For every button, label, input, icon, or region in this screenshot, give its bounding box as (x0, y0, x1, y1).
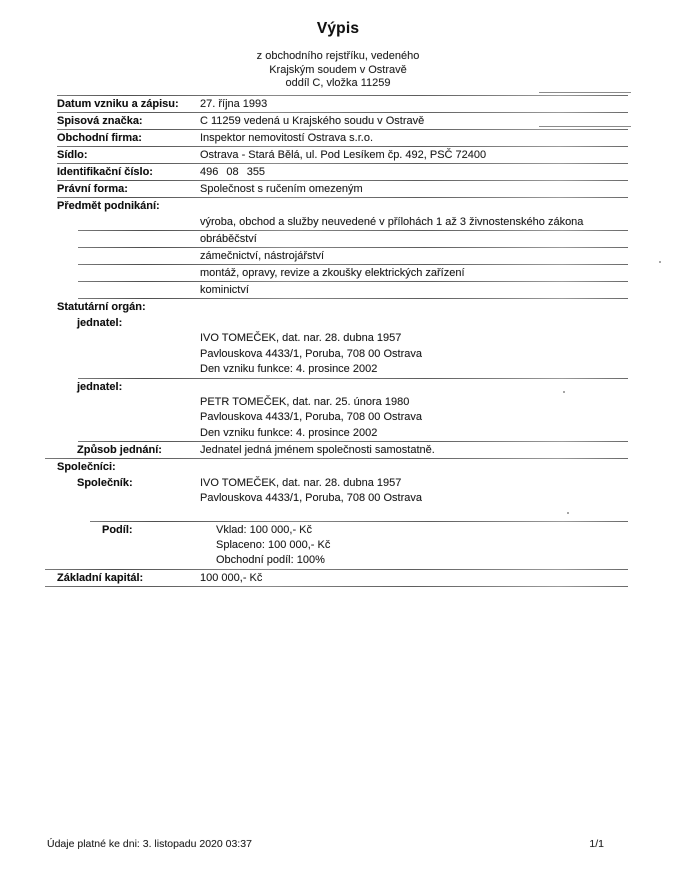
share-business-share: Obchodní podíl: 100% (216, 554, 325, 566)
field-row-registered-office (45, 147, 628, 163)
subtitle-line-2: Krajským soudem v Ostravě (269, 63, 407, 76)
scan-speck (659, 261, 661, 263)
field-label: Sídlo: (57, 149, 88, 161)
shareholder-address: Pavlouskova 4433/1, Poruba, 708 00 Ostrava (200, 492, 422, 504)
field-value: 496 08 355 (200, 166, 266, 178)
divider (57, 197, 628, 198)
divider (57, 95, 628, 96)
field-row-manner-of-acting (45, 442, 628, 458)
executive-details (45, 395, 628, 442)
divider (57, 112, 628, 113)
activity-item: zámečnictví, nástrojářství (200, 250, 325, 262)
role-label: jednatel: (77, 317, 123, 329)
executive-start-date: Den vzniku funkce: 4. prosince 2002 (200, 363, 378, 375)
divider (78, 298, 628, 299)
divider (57, 180, 628, 181)
executive-role (45, 315, 628, 331)
document-title: Výpis (316, 20, 360, 37)
shareholder-label: Společník: (77, 477, 133, 489)
executive-role (45, 379, 628, 395)
divider (78, 378, 628, 379)
field-label: Právní forma: (57, 183, 128, 195)
executive-start-date: Den vzniku funkce: 4. prosince 2002 (200, 426, 378, 439)
field-label: Základní kapitál: (57, 571, 144, 584)
activity-item: kominictví (200, 284, 249, 296)
field-label: Datum vzniku a zápisu: (57, 98, 179, 110)
field-value: Ostrava - Stará Bělá, ul. Pod Lesíkem čp. 492, PSČ 72400 (200, 149, 487, 161)
share-paid-up: Splaceno: 100 000,- Kč (216, 538, 331, 551)
subtitle-line-3: oddíl C, vložka 11259 (285, 77, 391, 89)
divider (78, 281, 628, 282)
spacer (45, 507, 628, 521)
divider (57, 146, 628, 147)
field-row-company-name (45, 130, 628, 146)
field-value: 100 000,- Kč (200, 571, 263, 584)
executive-address: Pavlouskova 4433/1, Poruba, 708 00 Ostrava (200, 347, 422, 360)
section-label: Předmět podnikání: (57, 200, 160, 212)
share-details (45, 538, 628, 569)
field-value: 27. října 1993 (200, 98, 268, 110)
share-row (45, 522, 628, 538)
scan-speck (567, 512, 569, 514)
divider (45, 458, 628, 459)
executive-details (45, 331, 628, 378)
page-footer (47, 838, 604, 850)
section-business-activities (45, 198, 628, 214)
shareholder-name: IVO TOMEČEK, dat. nar. 28. dubna 1957 (200, 477, 402, 489)
divider (57, 129, 628, 130)
divider (78, 247, 628, 248)
activity-item: montáž, opravy, revize a zkoušky elektrických zařízení (200, 267, 465, 279)
section-label: Statutární orgán: (57, 301, 146, 313)
shareholder-row (45, 475, 628, 491)
field-value: Jednatel jedná jménem společnosti samostatně. (200, 444, 435, 456)
valid-as-of-text: Údaje platné ke dni: 3. listopadu 2020 03:37 (47, 838, 252, 850)
section-shareholders (45, 459, 628, 475)
field-label: Spisová značka: (57, 115, 143, 127)
field-label: Obchodní firma: (57, 132, 142, 144)
share-label: Podíl: (102, 523, 133, 536)
executive-name: IVO TOMEČEK, dat. nar. 28. dubna 1957 (200, 332, 402, 344)
scan-speck (563, 391, 565, 393)
activity-item: obráběčství (200, 233, 257, 245)
field-row-identification-number (45, 164, 628, 180)
activity-item: výroba, obchod a služby neuvedené v přílohách 1 až 3 živnostenského zákona (200, 216, 584, 228)
page-number: 1/1 (589, 838, 604, 850)
field-value: C 11259 vedená u Krajského soudu v Ostravě (200, 115, 425, 127)
subtitle-line-1: z obchodního rejstříku, vedeného (256, 50, 420, 62)
field-value: Inspektor nemovitostí Ostrava s.r.o. (200, 132, 374, 144)
executive-address: Pavlouskova 4433/1, Poruba, 708 00 Ostrava (200, 411, 422, 423)
field-row-registered-capital (45, 570, 628, 586)
share-contribution: Vklad: 100 000,- Kč (216, 523, 313, 536)
shareholder-details (45, 491, 628, 507)
document-header (0, 0, 676, 91)
field-label: Identifikační číslo: (57, 166, 153, 178)
field-label: Způsob jednání: (77, 444, 162, 456)
divider (45, 569, 628, 570)
executive-name: PETR TOMEČEK, dat. nar. 25. února 1980 (200, 395, 410, 408)
field-row-date-of-incorporation (45, 96, 628, 112)
divider (90, 521, 628, 522)
role-label: jednatel: (77, 380, 123, 393)
divider (78, 230, 628, 231)
divider (57, 163, 628, 164)
divider (45, 586, 628, 587)
document-subtitle (0, 50, 676, 91)
registry-table (45, 95, 628, 587)
section-label: Společníci: (57, 461, 116, 473)
section-statutory-body (45, 299, 628, 315)
field-value: Společnost s ručením omezeným (200, 183, 363, 195)
field-row-legal-form (45, 181, 628, 197)
divider (78, 264, 628, 265)
divider (78, 441, 628, 442)
